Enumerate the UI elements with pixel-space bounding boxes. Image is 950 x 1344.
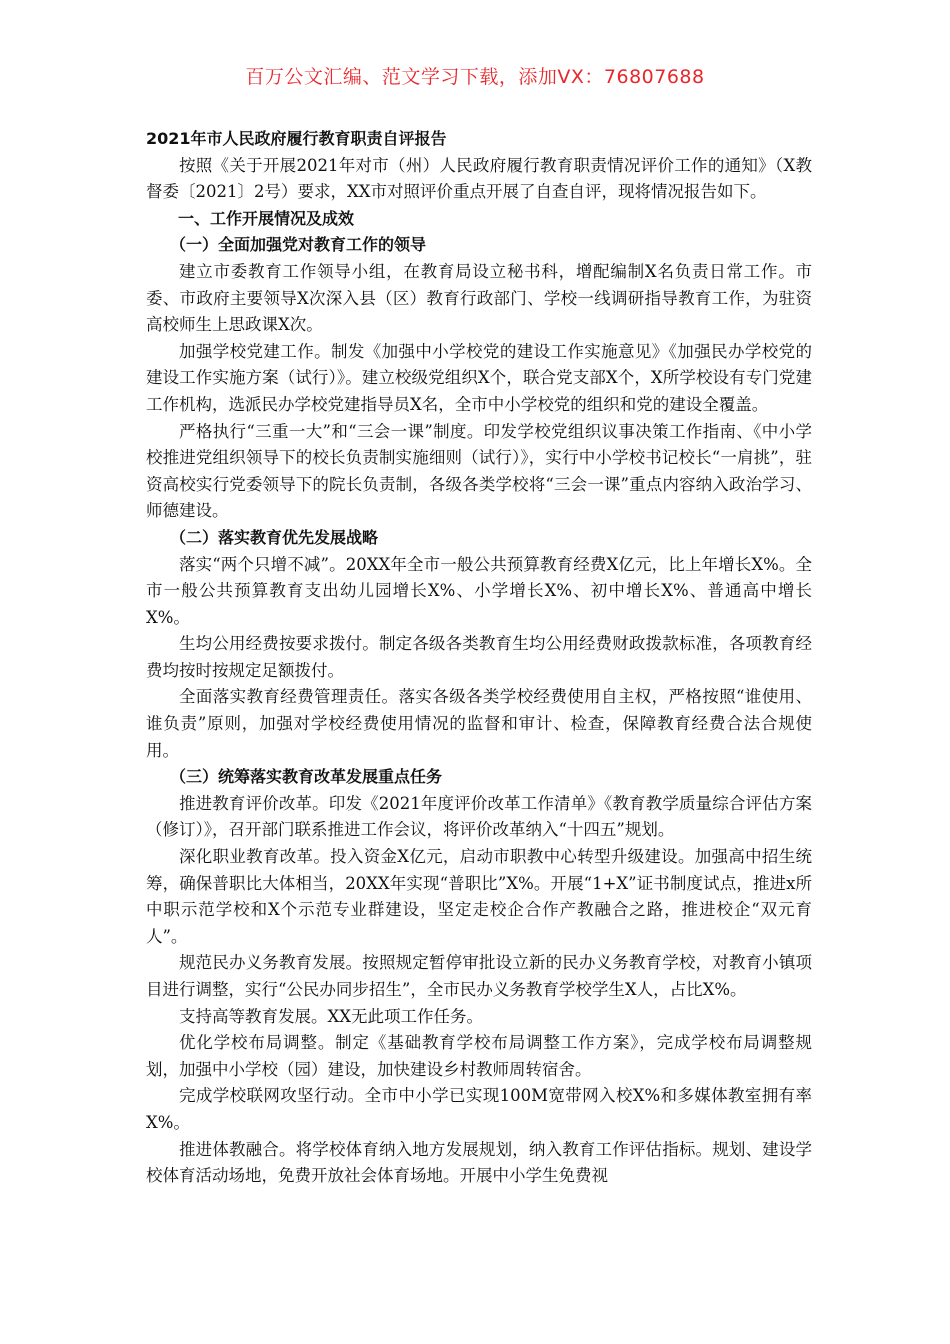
- section-heading: 一、工作开展情况及成效: [178, 208, 355, 228]
- paragraph: 推进教育评价改革。印发《2021年度评价改革工作清单》《教育教学质量综合评估方案（修订）》，召开部门联系推进工作会议，将评价改革纳入“十四五”规划。: [146, 793, 812, 840]
- paragraph: 全面落实教育经费管理责任。落实各级各类学校经费使用自主权，严格按照“谁使用、谁负责”原则，加强对学校经费使用情况的监督和审计、检查，保障教育经费合法合规使用。: [146, 687, 812, 760]
- paragraph: 规范民办义务教育发展。按照规定暂停审批设立新的民办义务教育学校，对教育小镇项目进行调整，实行“公民办同步招生”，全市民办义务教育学校学生X人，占比X%。: [146, 953, 812, 999]
- paragraph: 推进体教融合。将学校体育纳入地方发展规划，纳入教育工作评估指标。规划、建设学校体育活动场地，免费开放社会体育场地。开展中小学生免费视: [146, 1139, 812, 1186]
- intro-paragraph: 按照《关于开展2021年对市（州）人民政府履行教育职责情况评价工作的通知》（X教督委〔2021〕2号）要求，XX市对照评价重点开展了自查自评，现将情况报告如下。: [146, 155, 812, 202]
- header-banner: 百万公文汇编、范文学习下载，添加VX：76807688: [245, 66, 705, 88]
- paragraph: 生均公用经费按要求拨付。制定各级各类教育生均公用经费财政拨款标准，各项教育经费均按时按规定足额拨付。: [146, 634, 812, 680]
- document-body: [146, 126, 812, 1190]
- paragraph: 落实“两个只增不减”。20XX年全市一般公共预算教育经费X亿元，比上年增长X%。全市一般公共预算教育支出幼儿园增长X%、小学增长X%、初中增长X%、普通高中增长X%。: [146, 554, 812, 627]
- paragraph: 加强学校党建工作。制发《加强中小学校党的建设工作实施意见》《加强民办学校党的建设工作实施方案（试行）》。建立校级党组织X个，联合党支部X个，X所学校设有专门党建工作机构，选派民办学校党建指导员X名，全市中小学校党的组织和党的建设全覆盖。: [146, 341, 812, 414]
- paragraph: 优化学校布局调整。制定《基础教育学校布局调整工作方案》，完成学校布局调整规划，加强中小学校（园）建设，加快建设乡村教师周转宿舍。: [146, 1033, 812, 1079]
- paragraph: 支持高等教育发展。XX无此项工作任务。: [179, 1006, 483, 1026]
- paragraph: 深化职业教育改革。投入资金X亿元，启动市职教中心转型升级建设。加强高中招生统筹，确保普职比大体相当，20XX年实现“普职比”X%。开展“1+X”证书制度试点，推进x所中职示范学校和X个示范专业群建设，坚定走校企合作产教融合之路，推进校企“双元育人”。: [146, 847, 812, 946]
- paragraph: 完成学校联网攻坚行动。全市中小学已实现100M宽带网入校X%和多媒体教室拥有率X%。: [146, 1086, 812, 1132]
- document-title: 2021年市人民政府履行教育职责自评报告: [146, 129, 447, 148]
- paragraph: 严格执行“三重一大”和“三会一课”制度。印发学校党组织议事决策工作指南、《中小学校推进党组织领导下的校长负责制实施细则（试行）》，实行中小学校书记校长“一肩挑”，驻资高校实行党委领导下的院长负责制，各级各类学校将“三会一课”重点内容纳入政治学习、师德建设。: [146, 421, 812, 521]
- paragraph: 建立市委教育工作领导小组，在教育局设立秘书科，增配编制X名负责日常工作。市委、市政府主要领导X次深入县（区）教育行政部门、学校一线调研指导教育工作，为驻资高校师生上思政课X次。: [146, 261, 812, 335]
- subsection-heading: （一）全面加强党对教育工作的领导: [170, 235, 427, 255]
- subsection-heading: （二）落实教育优先发展战略: [170, 527, 379, 547]
- subsection-heading: （三）统筹落实教育改革发展重点任务: [170, 767, 443, 787]
